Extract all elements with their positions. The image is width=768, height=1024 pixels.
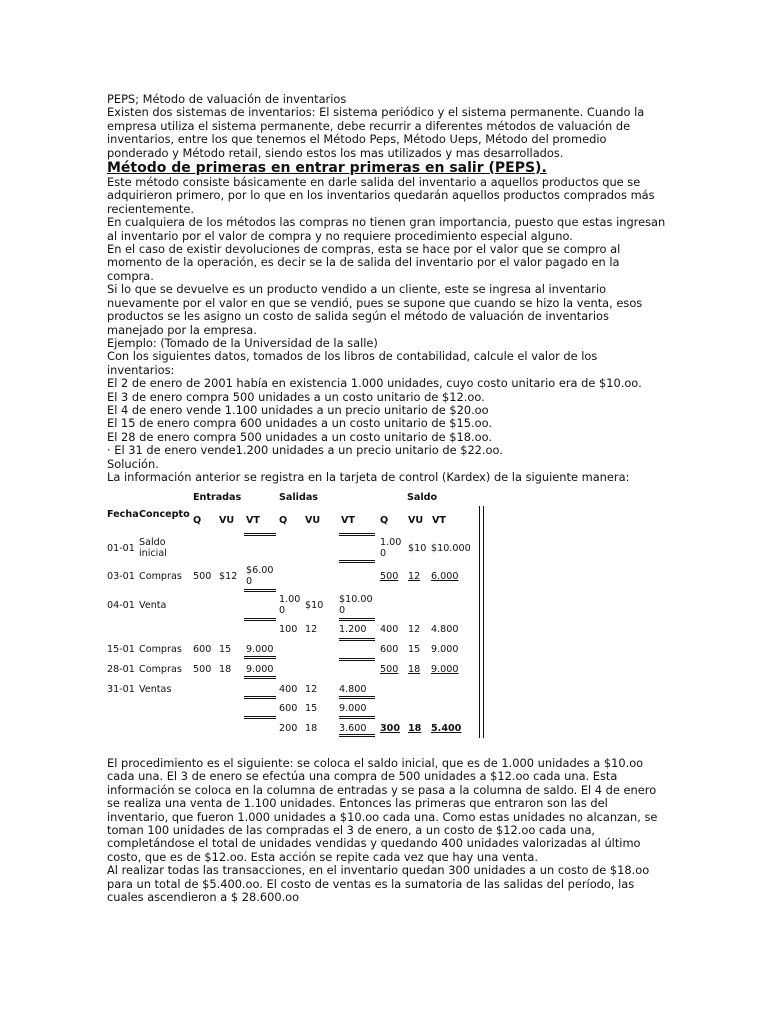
data-line: El 15 de enero compra 600 unidades a un costo unitario de $15.oo. (107, 416, 492, 431)
table-cell: 4.800 (431, 624, 459, 635)
table-cell: Ventas (139, 684, 172, 695)
table-cell: $12 (219, 571, 238, 582)
table-cell: 4.800 (339, 684, 367, 695)
table-cell: 400 (279, 684, 298, 695)
col-vt-saldo: VT (432, 515, 446, 526)
example-label: Ejemplo: (Tomado de la Universidad de la salle) (107, 335, 378, 350)
double-rule (244, 533, 276, 536)
body-paragraph: Este método consiste básicamente en darle salida del inventario a aquellos productos que se adquirieron primero, por lo que en los inventarios quedarán aquellos productos comprados más recientemente. (107, 175, 655, 216)
col-vu-saldo: VU (408, 515, 424, 526)
col-vu-entradas: VU (219, 515, 235, 526)
table-cell: 1.000 (380, 537, 402, 559)
table-cell: 12 (408, 571, 421, 582)
double-rule (339, 638, 375, 641)
double-rule (339, 560, 375, 563)
conclusion-paragraph: Al realizar todas las transacciones, en el inventario quedan 300 unidades a un costo de $18.oo para un total de $5.400.oo. El costo de ventas es la sumatoria de las salidas del período, las cuales ascendieron a $ 28.600.oo (107, 863, 650, 905)
col-q-entradas: Q (193, 515, 202, 526)
body-paragraph: En cualquiera de los métodos las compras no tienen gran importancia, puesto que estas ingresan al inventario por el valor de compra y no requiere procedimiento especial alguno. (107, 215, 666, 243)
table-cell: 500 (193, 571, 212, 582)
table-border (479, 506, 480, 738)
intro-title: PEPS; Método de valuación de inventarios (107, 92, 347, 106)
table-cell: 18 (219, 664, 232, 675)
body-paragraph: En el caso de existir devoluciones de compras, esta se hace por el valor que se compro al momento de la operación, es decir se la de salida del inventario por el valor pagado en la compra. (107, 242, 621, 283)
table-cell: $10 (408, 543, 427, 554)
double-rule (244, 656, 276, 659)
table-cell: 18 (305, 723, 318, 734)
header-salidas: Salidas (279, 492, 319, 503)
table-cell: 600 (193, 644, 212, 655)
table-cell: 1.200 (339, 624, 367, 635)
col-vu-salidas: VU (305, 515, 321, 526)
intro-paragraph: Existen dos sistemas de inventarios: El sistema periódico y el sistema permanente. Cuando la empresa utiliza el sistema permanente, debe recurrir a diferentes métodos de valuación de inventarios, entre los que tenemos el Método Peps, Método Ueps, Método del promedio ponderado y Método retail, siendo estos los mas utilizados y mas desarrollados. (107, 105, 645, 160)
table-cell: 500 (193, 664, 212, 675)
table-cell: Compras (139, 644, 182, 655)
data-line: El 28 de enero compra 500 unidades a un costo unitario de $18.oo. (107, 429, 492, 444)
table-cell: $10 (305, 600, 324, 611)
body-paragraph: Con los siguientes datos, tomados de los libros de contabilidad, calcule el valor de los inventarios: (107, 349, 598, 377)
table-cell: Compras (139, 571, 182, 582)
double-rule (244, 618, 276, 621)
table-cell: 200 (279, 723, 298, 734)
body-paragraph: Si lo que se devuelve es un producto vendido a un cliente, este se ingresa al inventario nuevamente por el valor en que se vendió, pues se supone que cuando se hizo la venta, esos productos se les asigno un costo de salida según el método de valuación de inventarios manejado por la empresa. (107, 282, 643, 337)
table-cell: 9.000 (246, 664, 274, 675)
table-cell: 12 (305, 624, 318, 635)
table-cell: 18 (408, 664, 421, 675)
data-line: · El 31 de enero vende1.200 unidades a un precio unitario de $22.oo. (107, 443, 503, 458)
double-rule (339, 618, 375, 621)
table-cell: 500 (380, 571, 399, 582)
table-border (483, 506, 484, 738)
table-cell: 28-01 (107, 664, 135, 675)
col-vt-salidas: VT (341, 515, 355, 526)
double-rule (339, 533, 375, 536)
data-line: El 3 de enero compra 500 unidades a un costo unitario de $12.oo. (107, 389, 485, 404)
procedure-paragraph: El procedimiento es el siguiente: se coloca el saldo inicial, que es de 1.000 unidades a $10.oo cada una. El 3 de enero se efectúa una compra de 500 unidades a $12.oo cada una. Esta información se coloca en la columna de entradas y se pasa a la columna de saldo. El 4 de enero se realiza una venta de 1.100 unidades. Entonces las primeras que entraron son las del inventario, que fueron 1.000 unidades a $10.oo cada una. Como estas unidades no alcanzan, se toman 100 unidades de las compradas el 3 de enero, a un costo de $12.oo cada una, completándose el total de unidades vendidas y quedando 400 unidades valorizadas al último costo, que es de $12.oo. Esta acción se repite cada vez que hay una venta. (107, 756, 658, 864)
double-rule (339, 716, 375, 719)
table-cell: 04-01 (107, 600, 135, 611)
table-cell: 9.000 (431, 644, 459, 655)
table-cell: $6.000 (246, 565, 274, 587)
kardex-table (105, 488, 485, 738)
col-fecha: Fecha (107, 509, 139, 520)
table-cell: 9.000 (246, 644, 274, 655)
table-cell: $10.000 (339, 594, 373, 616)
explanation (107, 757, 667, 904)
col-concepto: Concepto (139, 509, 190, 520)
table-cell: 500 (380, 664, 399, 675)
table-cell: Venta (139, 600, 167, 611)
table-cell: 18 (408, 723, 422, 734)
double-rule (244, 696, 276, 699)
table-cell: 15 (305, 703, 318, 714)
document-body (107, 93, 667, 484)
double-rule (244, 676, 276, 679)
col-q-salidas: Q (279, 515, 288, 526)
table-cell: 600 (279, 703, 298, 714)
table-cell: 400 (380, 624, 399, 635)
double-rule (244, 589, 276, 592)
table-cell: 600 (380, 644, 399, 655)
table-cell: 9.000 (431, 664, 459, 675)
table-cell: 9.000 (339, 703, 367, 714)
header-entradas: Entradas (193, 492, 242, 503)
table-cell: 12 (305, 684, 318, 695)
table-cell: 15 (219, 644, 232, 655)
double-rule (339, 696, 375, 699)
table-cell: 15-01 (107, 644, 135, 655)
data-line: El 4 de enero vende 1.100 unidades a un precio unitario de $20.oo (107, 402, 489, 417)
data-line: El 2 de enero de 2001 había en existencia 1.000 unidades, cuyo costo unitario era de $10.oo. (107, 376, 642, 391)
table-cell: Compras (139, 664, 182, 675)
table-cell: 3.600 (339, 723, 367, 734)
table-cell: 300 (380, 723, 401, 734)
table-cell: 5.400 (431, 723, 462, 734)
table-cell: 12 (408, 624, 421, 635)
col-q-saldo: Q (380, 515, 389, 526)
table-cell: 15 (408, 644, 421, 655)
table-cell: 6.000 (431, 571, 459, 582)
table-cell: Saldo inicial (139, 537, 167, 559)
header-saldo: Saldo (407, 492, 438, 503)
body-paragraph: La información anterior se registra en la tarjeta de control (Kardex) de la siguiente manera: (107, 469, 630, 484)
double-rule (339, 734, 375, 737)
table-cell: 01-01 (107, 543, 135, 554)
double-rule (339, 658, 375, 661)
table-cell: $10.000 (431, 543, 471, 554)
section-heading: Método de primeras en entrar primeras en salir (PEPS). (107, 160, 547, 177)
table-cell: 31-01 (107, 684, 135, 695)
table-cell: 1.000 (279, 594, 301, 616)
col-vt-entradas: VT (246, 515, 260, 526)
table-cell: 100 (279, 624, 298, 635)
table-cell: 03-01 (107, 571, 135, 582)
double-rule (244, 716, 276, 719)
solution-label: Solución. (107, 456, 159, 471)
